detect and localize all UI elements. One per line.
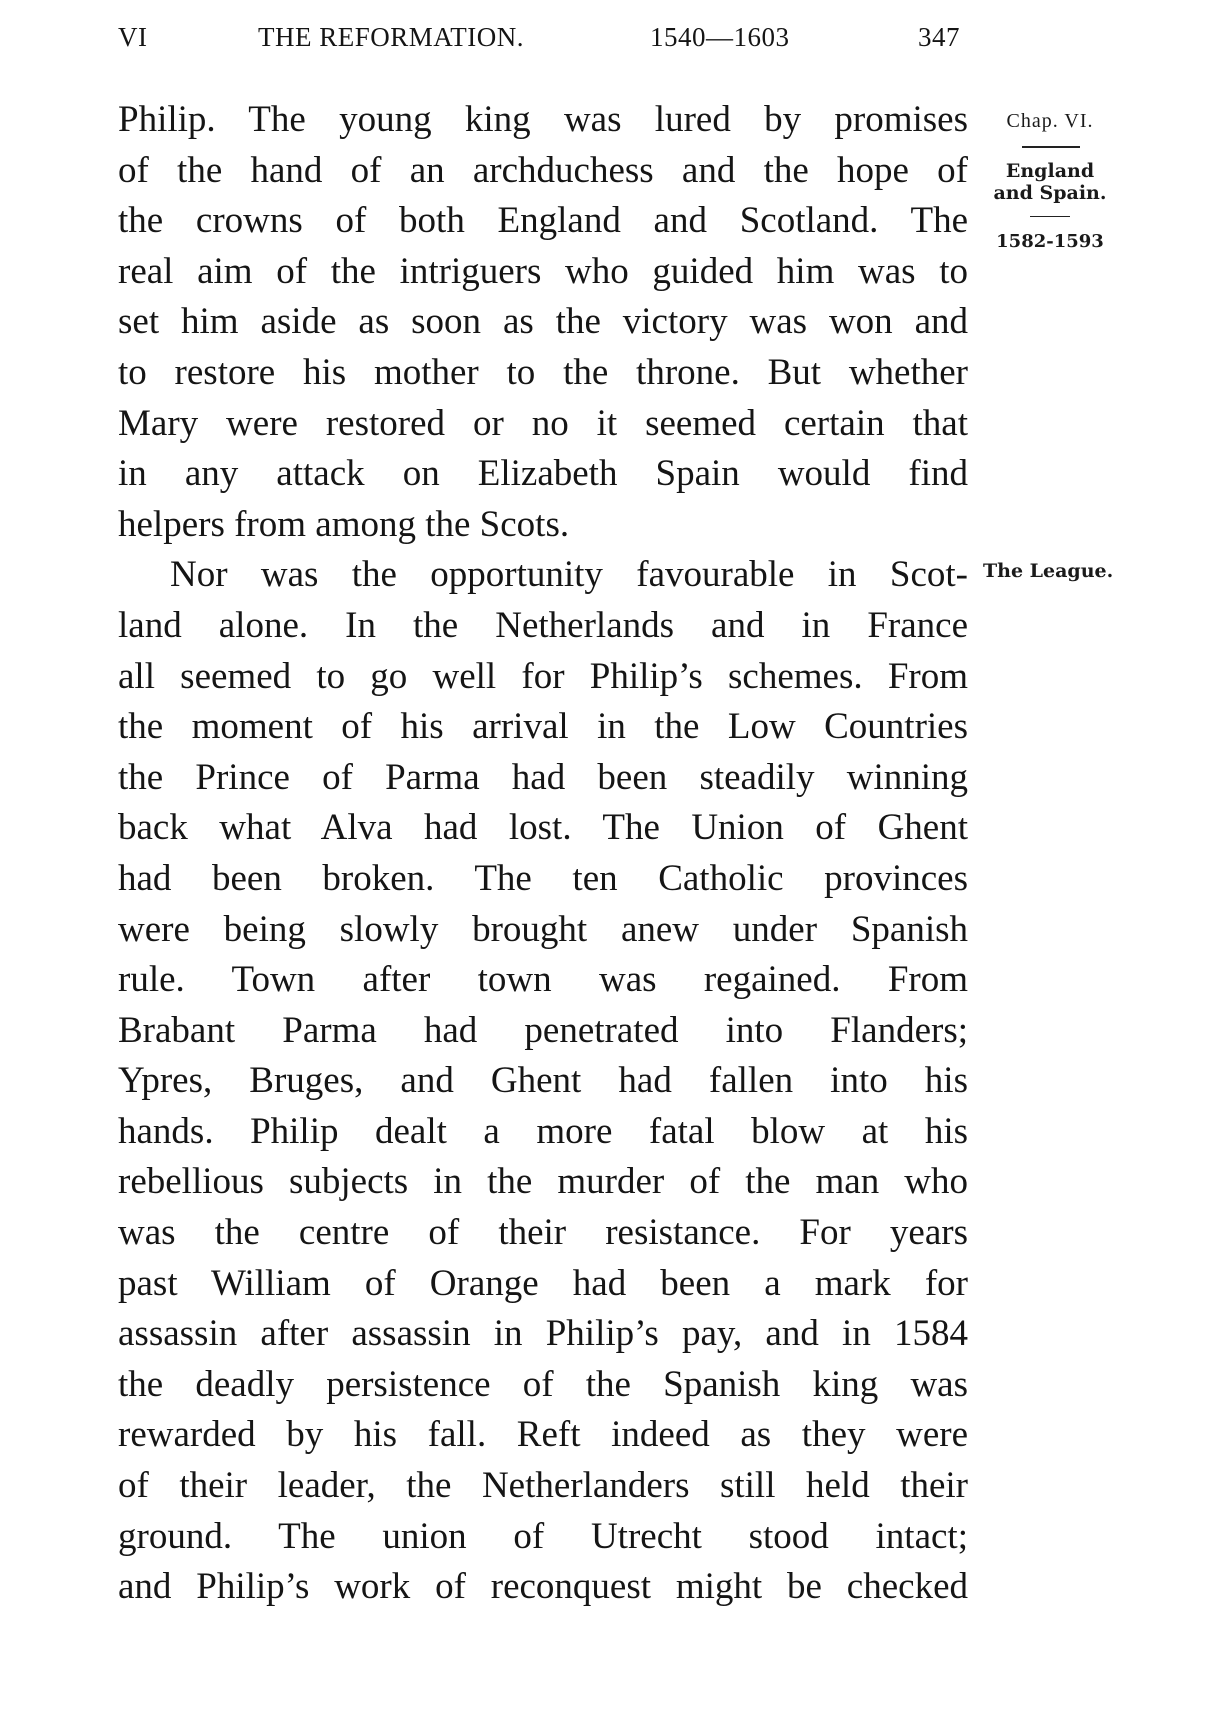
text-line: rule. Town after town was regained. From [118, 959, 968, 1001]
header-title: THE REFORMATION. [258, 22, 525, 52]
text-line: hands. Philip dealt a more fatal blow at his [118, 1110, 968, 1152]
text-line: in any attack on Elizabeth Spain would find [118, 453, 968, 495]
text-line: Nor was the opportunity favourable in Scot- [170, 554, 968, 596]
sidenote-topic-line: and Spain. [993, 182, 1107, 204]
text-line: ground. The union of Utrecht stood intact; [118, 1515, 968, 1557]
sidenote-topic-line: England [1005, 160, 1095, 182]
sidenote-rule [1030, 216, 1070, 217]
sidenote-chapter: Chap. VI. [1006, 110, 1094, 132]
text-line: all seemed to go well for Philip’s schemes. From [118, 655, 968, 697]
text-line: land alone. In the Netherlands and in France [118, 604, 968, 646]
sidenote-topic [985, 160, 1115, 204]
sidenote-rule [1022, 146, 1080, 148]
text-line: the Prince of Parma had been steadily winning [118, 756, 968, 798]
text-line: Philip. The young king was lured by promises [118, 99, 968, 140]
text-line: had been broken. The ten Catholic provinces [118, 857, 968, 899]
text-line: the crowns of both England and Scotland. The [118, 200, 968, 242]
text-line: rebellious subjects in the murder of the man who [118, 1161, 968, 1203]
page-number: 347 [918, 22, 960, 52]
text-line: to restore his mother to the throne. But whether [118, 351, 968, 393]
text-line: was the centre of their resistance. For years [118, 1212, 968, 1254]
header-dates: 1540—1603 [650, 22, 790, 52]
text-line: real aim of the intriguers who guided him was to [118, 250, 968, 292]
running-header [118, 22, 978, 62]
text-line: back what Alva had lost. The Union of Ghent [118, 807, 968, 849]
text-line: Ypres, Bruges, and Ghent had fallen into his [118, 1060, 968, 1102]
text-line: assassin after assassin in Philip’s pay, and in 1584 [118, 1313, 968, 1355]
text-line: rewarded by his fall. Reft indeed as they were [118, 1414, 968, 1456]
sidenote-years: 1582-1593 [996, 231, 1104, 252]
text-line: set him aside as soon as the victory was won and [118, 301, 968, 343]
text-line: Mary were restored or no it seemed certain that [118, 402, 968, 444]
text-line: Brabant Parma had penetrated into Flanders; [118, 1009, 968, 1051]
text-line: helpers from among the Scots. [118, 503, 570, 545]
text-line: the moment of his arrival in the Low Countries [118, 706, 968, 748]
text-line: and Philip’s work of reconquest might be checked [118, 1566, 968, 1608]
body-text [118, 95, 968, 1613]
text-line: of their leader, the Netherlanders still held their [118, 1465, 968, 1507]
header-chapter-number: VI [118, 22, 148, 52]
text-line: were being slowly brought anew under Spanish [118, 908, 968, 950]
text-line: of the hand of an archduchess and the hope of [118, 149, 968, 191]
sidenote-league: The League. [983, 560, 1114, 582]
text-line: past William of Orange had been a mark for [118, 1262, 968, 1304]
text-line: the deadly persistence of the Spanish king was [118, 1363, 968, 1405]
